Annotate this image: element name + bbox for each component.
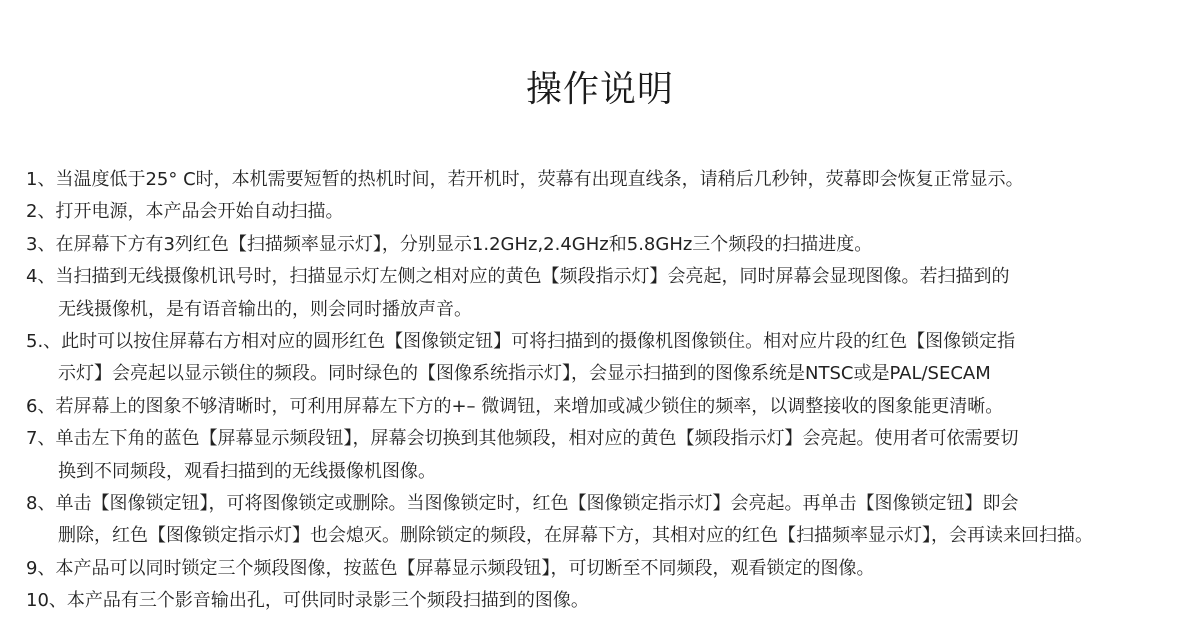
- instruction-7: 7、单击左下角的蓝色【屏幕显示频段钮】，屏幕会切换到其他频段，相对应的黄色【频段指示灯】会亮起。使用者可依需要切: [26, 428, 1019, 450]
- page-title: 操作说明: [525, 69, 674, 111]
- instruction-5-continued: 示灯】会亮起以显示锁住的频段。同时绿色的【图像系统指示灯】，会显示扫描到的图像系统是NTSC或是PAL/SECAM: [58, 363, 991, 385]
- instruction-5: 5.、此时可以按住屏幕右方相对应的圆形红色【图像锁定钮】可将扫描到的摄像机图像锁住。相对应片段的红色【图像锁定指: [26, 330, 1016, 352]
- instruction-8-continued: 删除，红色【图像锁定指示灯】也会熄灭。删除锁定的频段，在屏幕下方，其相对应的红色【扫描频率显示灯】，会再读来回扫描。: [58, 525, 1093, 547]
- instruction-7-continued: 换到不同频段，观看扫描到的无线摄像机图像。: [58, 460, 436, 482]
- instruction-3: 3、在屏幕下方有3列红色【扫描频率显示灯】，分别显示1.2GHz,2.4GHz和5.8GHz三个频段的扫描进度。: [26, 233, 873, 255]
- instruction-4-continued: 无线摄像机，是有语音输出的，则会同时播放声音。: [58, 298, 472, 320]
- instruction-2: 2、打开电源，本产品会开始自动扫描。: [26, 201, 344, 223]
- instruction-8: 8、单击【图像锁定钮】，可将图像锁定或删除。当图像锁定时，红色【图像锁定指示灯】会亮起。再单击【图像锁定钮】即会: [26, 492, 1019, 514]
- instruction-6: 6、若屏幕上的图象不够清晰时，可利用屏幕左下方的+– 微调钮，来增加或减少锁住的频率，以调整接收的图象能更清晰。: [26, 395, 1004, 417]
- instruction-9: 9、本产品可以同时锁定三个频段图像，按蓝色【屏幕显示频段钮】，可切断至不同频段，观看锁定的图像。: [26, 557, 875, 579]
- instruction-list: [26, 164, 1196, 617]
- instruction-4: 4、当扫描到无线摄像机讯号时，扫描显示灯左侧之相对应的黄色【频段指示灯】会亮起，同时屏幕会显现图像。若扫描到的: [26, 266, 1010, 288]
- instruction-1: 1、当温度低于25° C时，本机需要短暂的热机时间，若开机时，荧幕有出现直线条，请稍后几秒钟，荧幕即会恢复正常显示。: [26, 169, 1024, 190]
- instruction-10: 10、本产品有三个影音输出孔，可供同时录影三个频段扫描到的图像。: [26, 590, 589, 612]
